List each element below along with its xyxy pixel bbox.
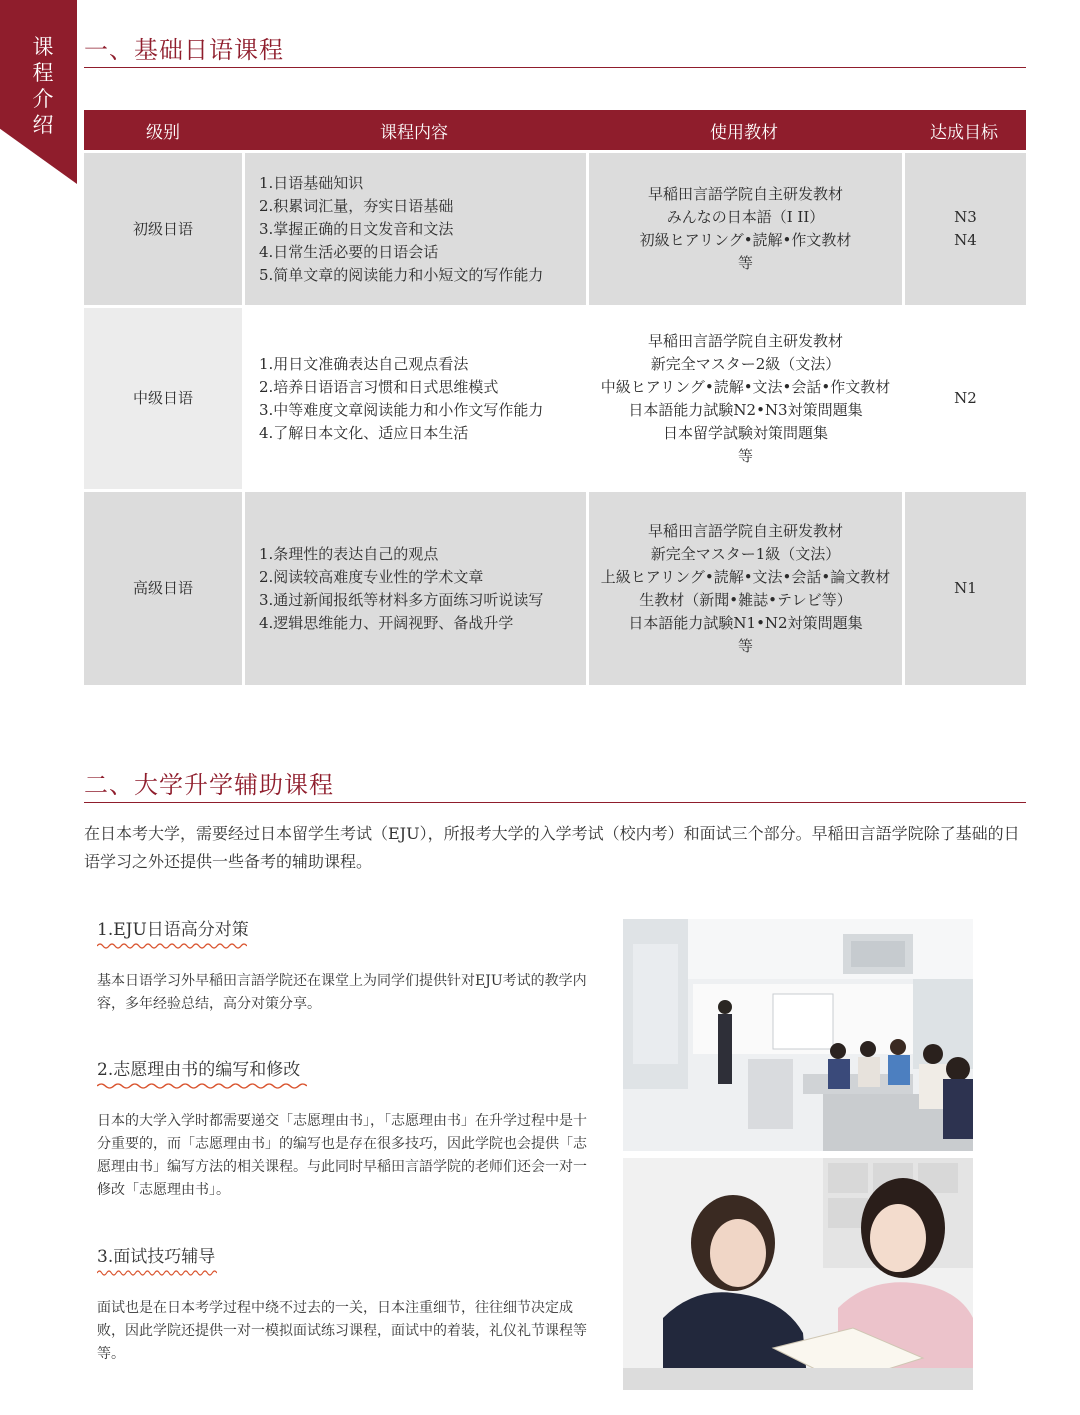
- table-header: [84, 110, 1026, 150]
- content-line: 1.日语基础知识: [259, 173, 364, 192]
- wavy-underline: [97, 942, 247, 950]
- material-line: 中級ヒアリング•読解•文法•会話•作文教材: [600, 377, 891, 396]
- prep-item-body: 日本的大学入学时都需要递交「志愿理由书」，「志愿理由书」在升学过程中是十分重要的，而「志愿理由书」的编写也是存在很多技巧，因此学院也会提供「志愿理由书」编写方法的相关课程。与此同时早稲田言語学院的老师们还会一对一修改「志愿理由书」。: [97, 1113, 587, 1198]
- materials-cell: [586, 492, 902, 685]
- side-tab-char: 介: [32, 87, 54, 111]
- section-heading-university-prep: 二、大学升学辅助课程: [84, 765, 1026, 803]
- prep-item-body: 基本日语学习外早稲田言語学院还在课堂上为同学们提供针对EJU考试的教学内容，多年经验总结，高分对策分享。: [97, 973, 587, 1012]
- table-row: [84, 150, 1026, 305]
- goal-label: N1: [954, 579, 977, 597]
- content-line: 4.日常生活必要的日语会话: [259, 242, 439, 261]
- goal-label: N2: [954, 389, 977, 407]
- material-line: 等: [737, 636, 753, 655]
- material-line: 等: [737, 254, 753, 272]
- level-cell: [84, 308, 242, 489]
- material-line: みんなの日本語（I II）: [666, 208, 825, 226]
- wavy-underline: [97, 1269, 217, 1277]
- prep-item-eju: [97, 915, 597, 1016]
- table-row: [84, 305, 1026, 489]
- intro-paragraph: 在日本考大学，需要经过日本留学生考试（EJU），所报考大学的入学考试（校内考）和面试三个部分。早稲田言語学院除了基础的日语学习之外还提供一些备考的辅助课程。: [84, 824, 1020, 871]
- material-line: 早稲田言語学院自主研发教材: [647, 185, 843, 203]
- content-cell: [242, 153, 586, 305]
- material-line: 生教材（新聞•雑誌•テレビ等）: [639, 590, 852, 609]
- material-line: 日本語能力試験N1•N2対策問題集: [628, 613, 863, 632]
- level-cell: [84, 492, 242, 685]
- prep-item-statement: [97, 1055, 597, 1202]
- material-line: 初級ヒアリング•読解•作文教材: [639, 231, 852, 249]
- content-line: 4.逻辑思维能力、开阔视野、备战升学: [259, 613, 514, 632]
- content-line: 3.通过新闻报纸等材料多方面练习听说读写: [259, 590, 544, 609]
- goal-label: N3: [954, 208, 977, 226]
- content-line: 3.中等难度文章阅读能力和小作文写作能力: [259, 400, 544, 419]
- goal-cell: [902, 492, 1026, 685]
- material-line: 日本留学試験対策問題集: [662, 423, 828, 442]
- material-line: 上級ヒアリング•読解•文法•会話•論文教材: [600, 567, 891, 586]
- content-cell: [242, 308, 586, 489]
- side-tab-label: [30, 34, 56, 138]
- content-line: 5.简单文章的阅读能力和小短文的写作能力: [259, 265, 544, 284]
- content-line: 1.条理性的表达自己的观点: [259, 544, 439, 563]
- header-level: 级别: [146, 122, 180, 143]
- content-line: 2.阅读较高难度专业性的学术文章: [259, 567, 484, 586]
- materials-cell: [586, 153, 902, 305]
- content-line: 4.了解日本文化、适应日本生活: [259, 423, 469, 442]
- material-line: 早稲田言語学院自主研发教材: [647, 521, 843, 540]
- material-line: 早稲田言語学院自主研发教材: [647, 331, 843, 350]
- prep-item-title: [97, 915, 249, 946]
- goal-label: N4: [954, 231, 977, 249]
- level-cell: [84, 153, 242, 305]
- classroom-photo: [623, 919, 973, 1151]
- content-cell: [242, 492, 586, 685]
- prep-item-title-text: 3.面试技巧辅导: [97, 1247, 216, 1267]
- material-line: 新完全マスター2級（文法）: [650, 354, 841, 373]
- level-label: 中级日语: [132, 389, 193, 407]
- prep-item-interview: [97, 1242, 597, 1366]
- material-line: 新完全マスター1級（文法）: [650, 544, 841, 563]
- header-materials: 使用教材: [710, 122, 778, 143]
- prep-item-body: 面试也是在日本考学过程中绕不过去的一关，日本注重细节，往往细节决定成败，因此学院还提供一对一模拟面试练习课程，面试中的着装，礼仪礼节课程等等。: [97, 1300, 587, 1362]
- side-tab-char: 课: [32, 35, 54, 59]
- content-line: 1.用日文准确表达自己观点看法: [259, 354, 469, 373]
- content-line: 2.培养日语语言习惯和日式思维模式: [259, 377, 499, 396]
- level-label: 初级日语: [132, 219, 193, 238]
- prep-item-title: [97, 1242, 215, 1273]
- wavy-underline: [97, 1082, 307, 1090]
- prep-item-title-text: 2.志愿理由书的编写和修改: [97, 1060, 301, 1080]
- section-heading-basic-japanese: 一、基础日语课程: [84, 30, 1026, 68]
- students-photo: [623, 1158, 973, 1390]
- prep-item-title: [97, 1055, 300, 1086]
- level-label: 高级日语: [132, 579, 193, 597]
- materials-cell: [586, 308, 902, 489]
- side-tab-char: 程: [32, 61, 54, 85]
- content-line: 2.积累词汇量，夯实日语基础: [259, 196, 454, 215]
- material-line: 等: [737, 446, 753, 465]
- side-tab-char: 绍: [32, 113, 54, 137]
- course-table: [84, 110, 1026, 685]
- content-line: 3.掌握正确的日文发音和文法: [259, 219, 454, 238]
- header-goal: 达成目标: [930, 122, 998, 143]
- prep-item-title-text: 1.EJU日语高分对策: [97, 920, 249, 940]
- material-line: 日本語能力試験N2•N3対策問題集: [628, 400, 863, 419]
- goal-cell: [902, 153, 1026, 305]
- goal-cell: [902, 308, 1026, 489]
- table-row: [84, 489, 1026, 685]
- header-content: 课程内容: [380, 122, 448, 143]
